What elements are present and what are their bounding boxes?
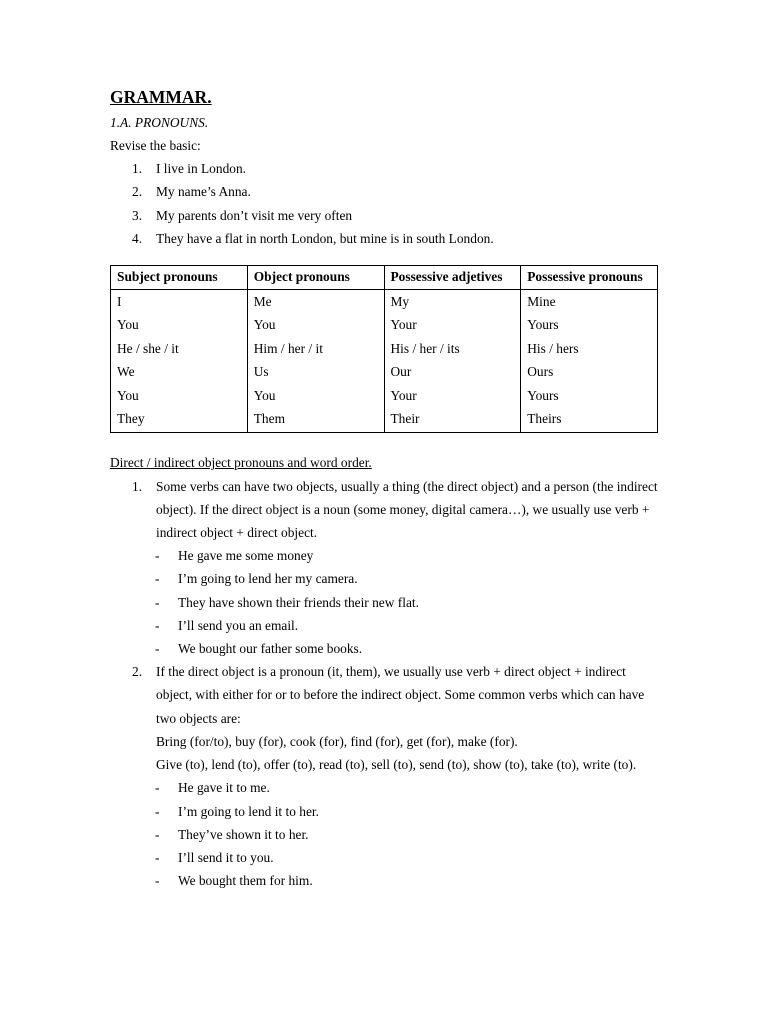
table-cell: Your <box>384 384 521 407</box>
table-cell: Yours <box>521 384 658 407</box>
table-row <box>111 407 658 433</box>
example-text: I’ll send you an email. <box>178 617 299 633</box>
dash-bullet: - <box>155 826 160 842</box>
table-cell: Their <box>384 407 521 433</box>
table-cell: Yours <box>521 313 658 336</box>
pronoun-table <box>110 265 658 433</box>
intro-text: Revise the basic: <box>110 138 201 153</box>
list-item <box>110 776 658 799</box>
table-cell: Me <box>247 290 384 314</box>
rule-number: 2. <box>132 664 143 680</box>
dash-bullet: - <box>155 873 160 889</box>
dash-bullet: - <box>155 803 160 819</box>
table-header-cell: Possessive adjetives <box>384 266 521 290</box>
example-text: I’m going to lend her my camera. <box>178 571 358 587</box>
example-text: I’ll send it to you. <box>178 849 274 865</box>
list-item-text: My name’s Anna. <box>156 184 251 200</box>
table-cell: Theirs <box>521 407 658 433</box>
dash-bullet: - <box>155 548 160 564</box>
example-text: He gave it to me. <box>178 780 270 796</box>
section-heading: Direct / indirect object pronouns and word order. <box>110 455 372 471</box>
example-list <box>110 157 658 250</box>
table-cell: Mine <box>521 290 658 314</box>
table-cell: You <box>247 313 384 336</box>
list-number: 2. <box>132 184 143 200</box>
table-cell: Ours <box>521 360 658 383</box>
list-item <box>110 614 658 637</box>
table-cell: You <box>111 384 248 407</box>
table-cell: He / she / it <box>111 337 248 360</box>
table-cell: My <box>384 290 521 314</box>
list-item-text: My parents don’t visit me very often <box>156 207 353 223</box>
list-item-text: They have a flat in north London, but mine is in south London. <box>156 230 494 246</box>
list-item <box>110 800 658 823</box>
table-row <box>111 360 658 383</box>
example-dash-list <box>110 544 658 660</box>
list-item-text: I live in London. <box>156 161 247 177</box>
table-header-cell: Object pronouns <box>247 266 384 290</box>
table-header-row <box>111 266 658 290</box>
table-row <box>111 290 658 314</box>
table-row <box>111 313 658 336</box>
dash-bullet: - <box>155 849 160 865</box>
list-item <box>110 823 658 846</box>
table-cell: Your <box>384 313 521 336</box>
example-text: We bought them for him. <box>178 873 313 889</box>
list-number: 4. <box>132 230 143 246</box>
rule-item <box>110 475 658 545</box>
list-item <box>110 204 658 227</box>
list-item <box>110 637 658 660</box>
dash-bullet: - <box>155 617 160 633</box>
rule-item <box>110 660 658 776</box>
table-row <box>111 384 658 407</box>
table-cell: We <box>111 360 248 383</box>
table-cell: You <box>111 313 248 336</box>
rule-text: Give (to), lend (to), offer (to), read (to), sell (to), send (to), show (to), take (to), write (to). <box>156 757 637 773</box>
table-cell: Them <box>247 407 384 433</box>
rule-text: Some verbs can have two objects, usually a thing (the direct object) and a person (the indirect object). If the direct object is a noun (some money, digital camera…), we usually use verb + indirect object + direct object. <box>156 478 658 541</box>
section-subtitle: 1.A. PRONOUNS. <box>110 115 209 130</box>
rule-list <box>110 660 658 776</box>
example-text: I’m going to lend it to her. <box>178 803 319 819</box>
example-text: He gave me some money <box>178 548 314 564</box>
table-cell: They <box>111 407 248 433</box>
table-cell: Him / her / it <box>247 337 384 360</box>
document-page <box>110 86 658 892</box>
list-number: 1. <box>132 161 143 177</box>
table-header-cell: Possessive pronouns <box>521 266 658 290</box>
list-item <box>110 157 658 180</box>
list-item <box>110 567 658 590</box>
example-text: We bought our father some books. <box>178 641 363 657</box>
list-item <box>110 180 658 203</box>
rule-text: Bring (for/to), buy (for), cook (for), find (for), get (for), make (for). <box>156 733 518 749</box>
table-header-cell: Subject pronouns <box>111 266 248 290</box>
rule-list <box>110 475 658 545</box>
example-dash-list <box>110 776 658 892</box>
dash-bullet: - <box>155 594 160 610</box>
list-item <box>110 846 658 869</box>
page-title: GRAMMAR. <box>110 87 212 107</box>
list-item <box>110 227 658 250</box>
list-item <box>110 544 658 567</box>
dash-bullet: - <box>155 641 160 657</box>
table-cell: You <box>247 384 384 407</box>
list-number: 3. <box>132 207 143 223</box>
table-cell: I <box>111 290 248 314</box>
table-cell: Our <box>384 360 521 383</box>
table-cell: His / hers <box>521 337 658 360</box>
example-text: They’ve shown it to her. <box>178 826 309 842</box>
table-cell: Us <box>247 360 384 383</box>
dash-bullet: - <box>155 780 160 796</box>
example-text: They have shown their friends their new flat. <box>178 594 419 610</box>
rule-number: 1. <box>132 478 143 494</box>
rule-text: If the direct object is a pronoun (it, them), we usually use verb + direct object + indirect object, with either for or to before the indirect object. Some common verbs which can have two objects are: <box>156 664 645 726</box>
table-cell: His / her / its <box>384 337 521 360</box>
dash-bullet: - <box>155 571 160 587</box>
table-row <box>111 337 658 360</box>
list-item <box>110 591 658 614</box>
list-item <box>110 869 658 892</box>
